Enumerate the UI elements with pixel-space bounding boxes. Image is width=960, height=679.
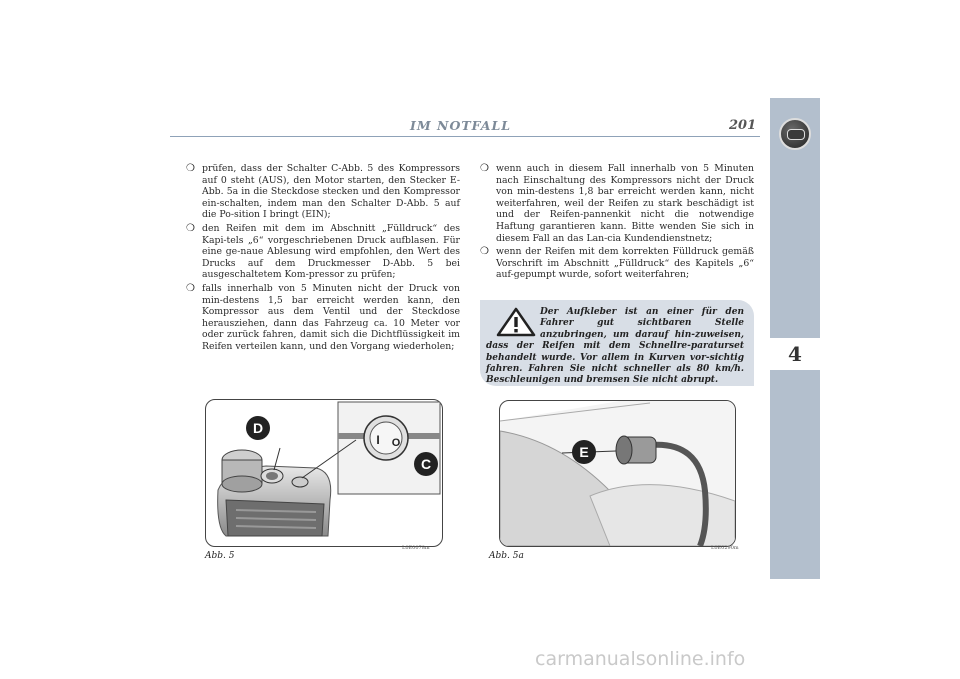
chapter-number: 4 — [788, 342, 802, 366]
figure-plug — [499, 400, 736, 547]
page-number: 201 — [729, 118, 757, 133]
header-rule — [170, 136, 760, 137]
list-item: ❍ den Reifen mit dem im Abschnitt „Fülldruck“ des Kapi-tels „6“ vorgeschriebenen Druck aufblasen. Für eine ge-naue Ablesung wird empfohlen, den Wert des Drucks auf dem Druckmesser D-Abb. 5 bei ausgeschaltetem Kom-pressor zu prüfen; — [186, 222, 460, 281]
right-column — [480, 163, 754, 283]
left-column — [186, 163, 460, 355]
plug-illustration — [500, 401, 735, 546]
warning-text: Der Aufkleber ist an einer für den Fahrer gut sichtbaren Stelle anzubringen, um darauf hin-zuweisen, dass der Reifen mit dem Schnellre-paraturset behandelt wurde. Vor allem in Kurven vor-sichtig fahren. Fahren Sie nicht schneller als 80 km/h. Beschleunigen und bremsen Sie nicht abrupt. — [486, 307, 744, 386]
compressor-illustration — [206, 400, 442, 546]
bullet-icon: ❍ — [186, 163, 195, 174]
label-d: D — [252, 420, 264, 436]
warning-text-block — [486, 307, 744, 387]
bullet-icon: ❍ — [480, 163, 489, 174]
bullet-icon: ❍ — [186, 222, 195, 234]
lancia-logo-icon — [779, 118, 811, 150]
list-item: ❍ wenn der Reifen mit dem korrekten Fülldruck gemäß Vorschrift im Abschnitt „Fülldruck“ des Kapitels „6“ auf-gepumpt wurde, sofort weiterfahren; — [480, 246, 754, 281]
figure-code: L0E0290m — [711, 545, 739, 551]
page-header-title: IM NOTFALL — [410, 118, 512, 133]
bullet-icon: ❍ — [480, 246, 489, 258]
figure-caption: Abb. 5 — [205, 551, 235, 561]
label-e: E — [579, 444, 589, 460]
list-item: ❍ wenn auch in diesem Fall innerhalb von 5 Minuten nach Einschaltung des Kompressors nicht der Druck von min-destens 1,8 bar erreicht werden kann, nicht weiterfahren, weil der Reifen zu stark beschädigt ist und der Reifen-pannenkit nicht die notwendige Haftung garantieren kann. Bitte wenden Sie sich in diesem Fall an das Lan-cia Kundendienstnetz; — [480, 163, 754, 244]
switch-off-mark: O — [391, 437, 401, 449]
warning-triangle-icon — [496, 307, 536, 337]
figure-compressor — [205, 399, 443, 547]
list-item: ❍ prüfen, dass der Schalter C-Abb. 5 des Kompressors auf 0 steht (AUS), den Motor starten, den Stecker E-Abb. 5a in die Steckdose stecken und den Kompressor ein-schalten, indem man den Schalter D-Abb. 5 auf die Po-sition I bringt (EIN); — [186, 163, 460, 221]
bullet-icon: ❍ — [186, 282, 195, 294]
watermark: carmanualsonline.info — [535, 648, 746, 670]
figure-caption: Abb. 5a — [489, 551, 524, 561]
chapter-sidebar — [770, 98, 820, 579]
switch-on-mark: I — [376, 433, 380, 447]
label-c: C — [420, 456, 432, 472]
list-item: ❍ falls innerhalb von 5 Minuten nicht der Druck von min-destens 1,5 bar erreicht werden kann, den Kompressor aus dem Ventil und der Steckdose herausziehen, dann das Fahrzeug ca. 10 Meter vor oder zurück fahren, damit sich die Dichtflüssigkeit im Reifen verteilen kann, und den Vorgang wiederholen; — [186, 282, 460, 352]
warning-box — [480, 300, 754, 386]
chapter-tab[interactable] — [770, 338, 820, 370]
figure-code: L0E0078m — [402, 545, 430, 551]
